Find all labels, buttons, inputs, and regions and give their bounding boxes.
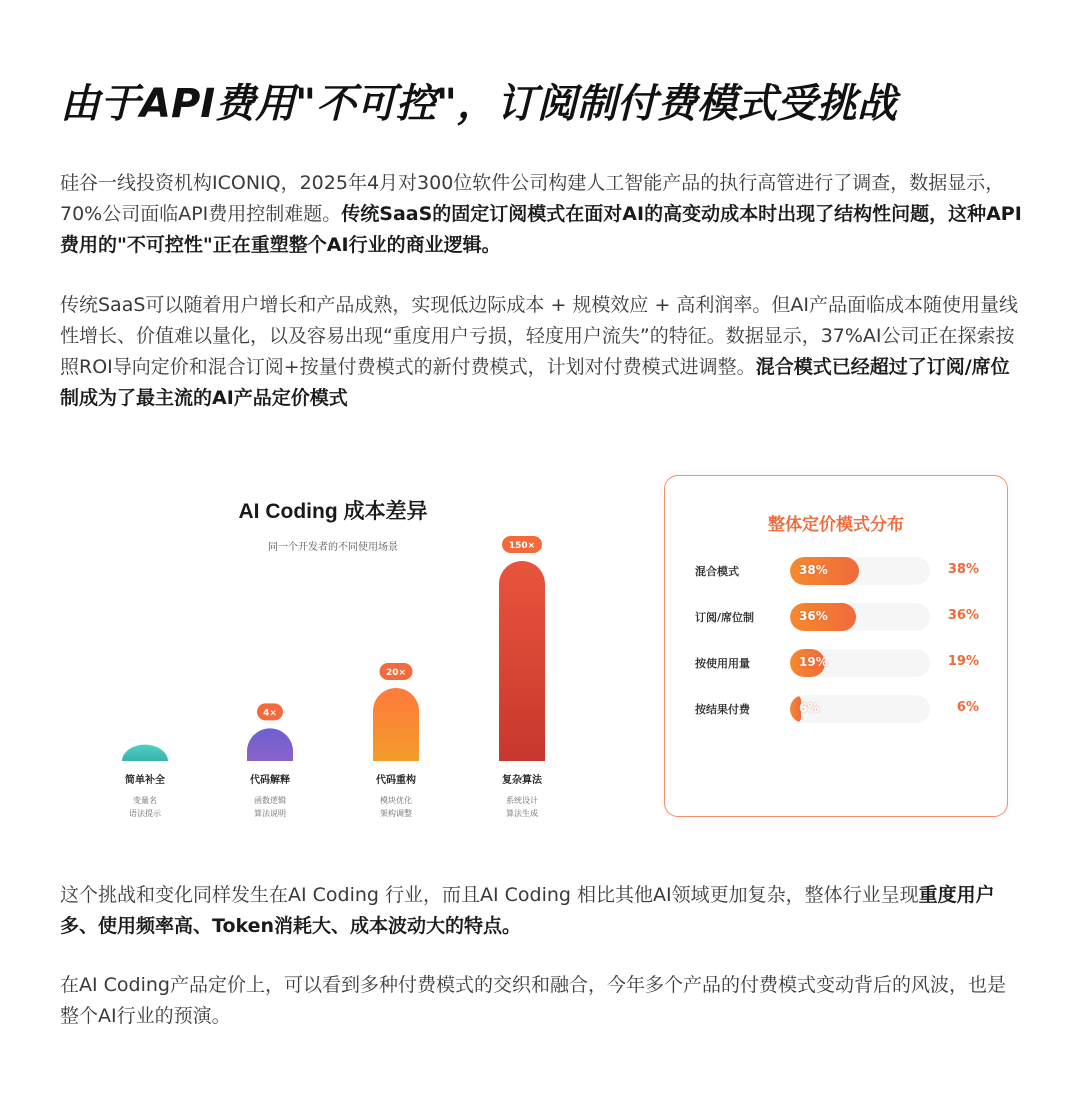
paragraph-4: 在AI Coding产品定价上，可以看到多种付费模式的交织和融合，今年多个产品的付费模式变动背后的风波，也是整个AI行业的预演。: [60, 974, 1006, 1027]
paragraph-2-text: 传统SaaS可以随着用户增长和产品成熟，实现低边际成本 + 规模效应 + 高利润率。但AI产品面临成本随使用量线性增长、价值难以量化，以及容易出现“重度用户亏损，轻度用户流失”的特征。数据显示，37%AI公司正在探索按照ROI导向定价和混合订阅+按量付费模式的新付费模式，计划对付费模式进调整。: [60, 294, 1019, 378]
distribution-row: [665, 648, 1007, 678]
distribution-label: 订阅/席位制: [695, 611, 755, 624]
chart-subtitle: 同一个开发者的不同使用场景: [268, 542, 398, 553]
cost-difference-chart: [90, 480, 610, 840]
pricing-distribution-panel: [664, 475, 1008, 817]
distribution-track: [790, 695, 930, 723]
paragraph-3: [60, 880, 1022, 942]
paragraph-1: [60, 168, 1022, 261]
distribution-fill-value: 19%: [799, 655, 828, 669]
paragraph-3-bold: 重度用户多、使用频率高、Token消耗大、成本波动大的特点。: [60, 884, 995, 937]
category-label: 代码重构: [376, 775, 416, 786]
paragraph-1-bold: 传统SaaS的固定订阅模式在面对AI的高变动成本时出现了结构性问题，这种API费用的"不可控性"正在重塑整个AI行业的商业逻辑。: [60, 203, 1022, 256]
category-description: 算法说明: [254, 809, 286, 818]
article-title: 由于API费用"不可控"，订阅制付费模式受挑战: [60, 81, 897, 127]
cost-difference-svg: [90, 480, 610, 840]
distribution-label: 按结果付费: [695, 703, 750, 716]
distribution-track: [790, 649, 930, 677]
category-description: 语法提示: [129, 809, 161, 818]
paragraph-3-text: 这个挑战和变化同样发生在AI Coding 行业，而且AI Coding 相比其他AI领域更加复杂，整体行业呈现: [60, 884, 919, 906]
category-label: 复杂算法: [502, 775, 542, 786]
category-label: 简单补全: [125, 775, 165, 786]
bar-4: [499, 561, 545, 761]
distribution-row: [665, 602, 1007, 632]
distribution-label: 按使用用量: [695, 657, 750, 670]
panel-title: 整体定价模式分布: [768, 515, 904, 535]
bar-2: [247, 728, 293, 761]
distribution-value: 19%: [947, 654, 979, 669]
category-description: 系统设计: [506, 796, 538, 805]
multiplier-label: 4×: [263, 708, 277, 719]
distribution-fill-value: 36%: [799, 609, 828, 623]
distribution-value: 6%: [956, 700, 979, 715]
category-description: 变量名: [133, 796, 157, 805]
category-description: 算法生成: [506, 809, 538, 818]
paragraph-2-bold: 混合模式已经超过了订阅/席位制成为了最主流的AI产品定价模式: [60, 356, 1010, 409]
chart-title: AI Coding 成本差异: [238, 500, 428, 523]
multiplier-label: 150×: [508, 541, 536, 551]
distribution-fill-value: 38%: [799, 563, 828, 577]
paragraph-2: [60, 290, 1022, 414]
distribution-row: [665, 556, 1007, 586]
distribution-track: [790, 603, 930, 631]
bar-1: [122, 745, 168, 761]
distribution-row: [665, 694, 1007, 724]
paragraph-1-text: 硅谷一线投资机构ICONIQ，2025年4月对300位软件公司构建人工智能产品的执行高管进行了调查，数据显示，70%公司面临API费用控制难题。: [60, 172, 1005, 225]
category-description: 架构调整: [380, 809, 412, 818]
category-description: 函数逻辑: [254, 796, 286, 805]
distribution-fill-value: 6%: [799, 701, 820, 715]
category-label: 代码解释: [250, 775, 290, 786]
bar-3: [373, 688, 419, 761]
distribution-value: 38%: [947, 562, 979, 577]
distribution-label: 混合模式: [695, 565, 739, 578]
distribution-track: [790, 557, 930, 585]
multiplier-label: 20×: [385, 667, 407, 678]
category-description: 模块优化: [380, 796, 412, 805]
distribution-value: 36%: [947, 608, 979, 623]
